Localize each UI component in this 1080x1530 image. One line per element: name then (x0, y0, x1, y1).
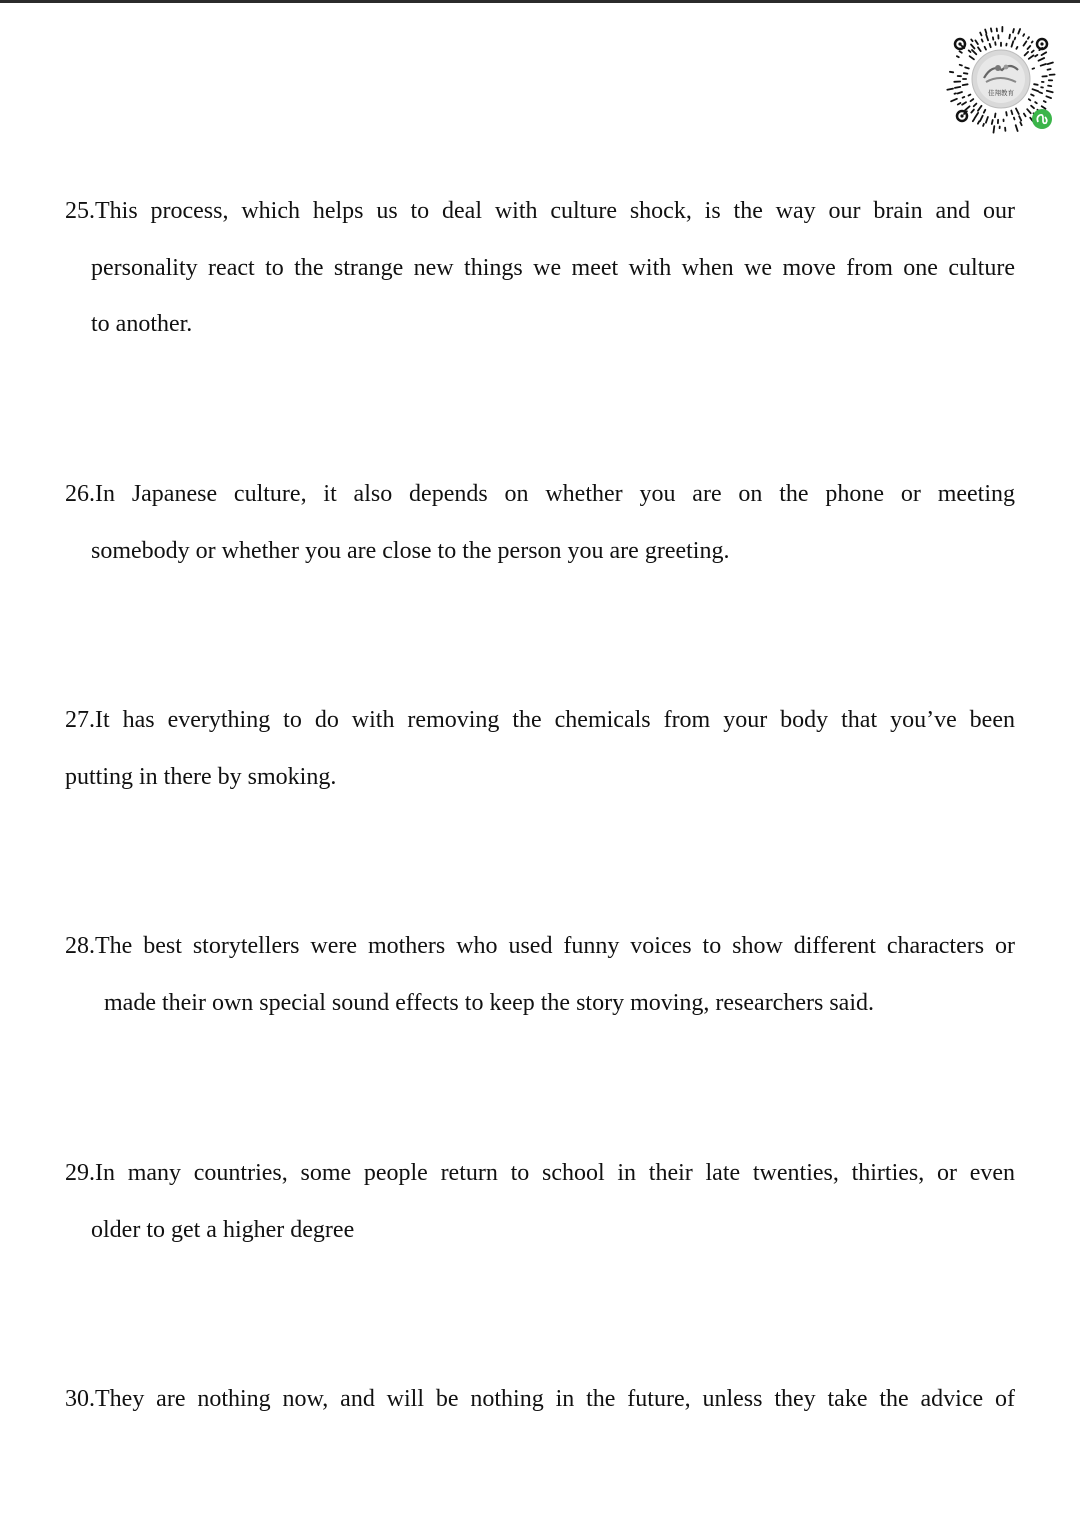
qr-stroke (1033, 68, 1035, 69)
qr-stroke (1016, 109, 1019, 115)
sentence-continuation-line: personality react to the strange new things we meet with when we move from one culture (91, 254, 1015, 281)
qr-stroke (985, 47, 986, 50)
qr-stroke (971, 45, 975, 49)
sentence-item-28 (65, 918, 1015, 1031)
qr-stroke (1027, 109, 1031, 113)
item-number: 25. (65, 198, 95, 224)
qr-stroke (1023, 34, 1024, 36)
sentence-text: This process, which helps us to deal with culture shock, is the way our brain and our (95, 198, 1015, 224)
sentence-continuation-line: older to get a higher degree (91, 1216, 355, 1243)
sentence-item-29 (65, 1145, 1015, 1258)
qr-stroke (1048, 86, 1051, 87)
qr-stroke (984, 110, 986, 113)
qr-stroke (964, 73, 968, 74)
qr-stroke (982, 39, 983, 41)
qr-stroke (995, 114, 996, 118)
qr-stroke (1024, 41, 1027, 45)
qr-stroke (1028, 46, 1031, 49)
qr-stroke (1029, 99, 1031, 100)
qr-stroke (978, 121, 979, 123)
item-number: 27. (65, 707, 95, 733)
qr-stroke (1048, 63, 1053, 65)
qr-stroke (1014, 118, 1015, 120)
qr-stroke (990, 44, 991, 47)
qr-stroke (965, 67, 969, 68)
qr-stroke (1031, 94, 1034, 95)
qr-stroke (1041, 64, 1046, 66)
qr-stroke (958, 92, 963, 94)
qr-stroke (960, 65, 962, 66)
sentence-item-26 (65, 466, 1015, 579)
qr-stroke (1039, 92, 1042, 93)
qr-stroke (960, 51, 962, 53)
item-number: 29. (65, 1160, 95, 1186)
sentence-first-line (65, 466, 1015, 523)
qr-stroke (986, 117, 988, 123)
qr-stroke (1016, 125, 1018, 131)
qr-stroke (962, 102, 966, 105)
qr-stroke (958, 103, 961, 105)
sentence-text: They are nothing now, and will be nothing in the future, unless they take the advice of (95, 1386, 1015, 1412)
qr-stroke (951, 99, 957, 102)
qr-stroke (985, 30, 986, 34)
item-number: 28. (65, 933, 95, 959)
qr-stroke (1020, 122, 1021, 125)
qr-stroke (969, 95, 971, 96)
sentence-continuation-line: somebody or whether you are close to the person you are greeting. (91, 537, 730, 564)
qr-stroke (986, 35, 988, 41)
logo-text: 佳翔教育 (988, 89, 1014, 97)
qr-stroke (972, 50, 976, 54)
qr-stroke (1047, 91, 1053, 93)
qr-stroke (1044, 101, 1046, 102)
qr-stroke (975, 40, 978, 44)
qr-stroke (1012, 41, 1014, 47)
qr-stroke (978, 106, 982, 111)
qr-stroke (1016, 47, 1017, 49)
qr-stroke (1032, 51, 1034, 53)
qr-stroke (973, 119, 975, 121)
qr-stroke (1039, 58, 1045, 61)
qr-stroke (1025, 52, 1029, 56)
qr-stroke (1032, 42, 1033, 43)
qr-stroke (1046, 96, 1051, 98)
sentence-text: It has everything to do with removing the chemicals from your body that you’ve been (95, 707, 1015, 733)
qr-stroke (947, 89, 953, 90)
qr-stroke (1018, 29, 1020, 34)
sentence-continuation-line: made their own special sound effects to keep the story moving, researchers said. (104, 989, 874, 1016)
qr-stroke (1024, 114, 1026, 117)
qr-stroke (1009, 35, 1010, 39)
sentence-text: In many countries, some people return to school in their late twenties, thirties, or even (95, 1160, 1015, 1186)
qr-stroke (1013, 29, 1014, 33)
qr-stroke (965, 106, 970, 110)
qr-stroke (1011, 111, 1012, 115)
mini-program-code (940, 18, 1064, 142)
mini-program-badge-icon (1032, 109, 1052, 129)
sentence-first-line (65, 692, 1015, 749)
qr-stroke (955, 87, 960, 88)
qr-stroke (1042, 52, 1047, 55)
qr-stroke (1042, 106, 1046, 109)
qr-stroke (983, 124, 984, 126)
qr-stroke (971, 99, 974, 101)
qr-stroke (963, 84, 968, 85)
sentence-first-line (65, 1371, 1015, 1428)
qr-stroke (963, 97, 965, 98)
item-number: 26. (65, 481, 95, 507)
sentence-text: The best storytellers were mothers who used funny voices to show different characters or (95, 933, 1015, 959)
qr-stroke (1048, 69, 1051, 70)
sentence-first-line (65, 918, 1015, 975)
top-border-rule (0, 0, 1080, 3)
qr-stroke (971, 39, 972, 41)
sentence-continuation-line: to another. (91, 311, 193, 337)
sentence-continuation-line: putting in there by smoking. (65, 763, 337, 790)
qr-stroke (1019, 116, 1021, 120)
qr-stroke (1006, 112, 1007, 116)
qr-stroke (971, 110, 974, 113)
qr-stroke (1035, 55, 1037, 57)
qr-stroke (1029, 55, 1034, 58)
sentence-first-line (65, 1145, 1015, 1202)
qr-stroke (970, 56, 974, 59)
sentence-item-25 (65, 183, 1015, 353)
item-number: 30. (65, 1386, 95, 1412)
sentence-first-line (65, 183, 1015, 240)
qr-stroke (974, 104, 977, 107)
qr-stroke (1033, 89, 1039, 91)
qr-stroke (978, 47, 981, 51)
qr-stroke (992, 120, 993, 124)
qr-stroke (950, 72, 953, 73)
qr-stroke (980, 116, 983, 121)
qr-stroke (969, 50, 971, 52)
sentence-item-30 (65, 1371, 1015, 1428)
qr-stroke (980, 33, 981, 36)
qr-stroke (1028, 37, 1029, 39)
qr-stroke (1034, 84, 1038, 85)
qr-code-icon (940, 18, 1064, 142)
sentence-item-27 (65, 692, 1015, 805)
sentence-text: In Japanese culture, it also depends on whether you are on the phone or meeting (95, 481, 1015, 507)
qr-stroke (1015, 38, 1016, 40)
qr-stroke (1035, 102, 1037, 103)
qr-stroke (994, 126, 995, 132)
qr-stroke (991, 28, 992, 31)
qr-stroke (975, 113, 979, 118)
qr-stroke (1031, 106, 1034, 109)
qr-stroke (957, 56, 959, 57)
